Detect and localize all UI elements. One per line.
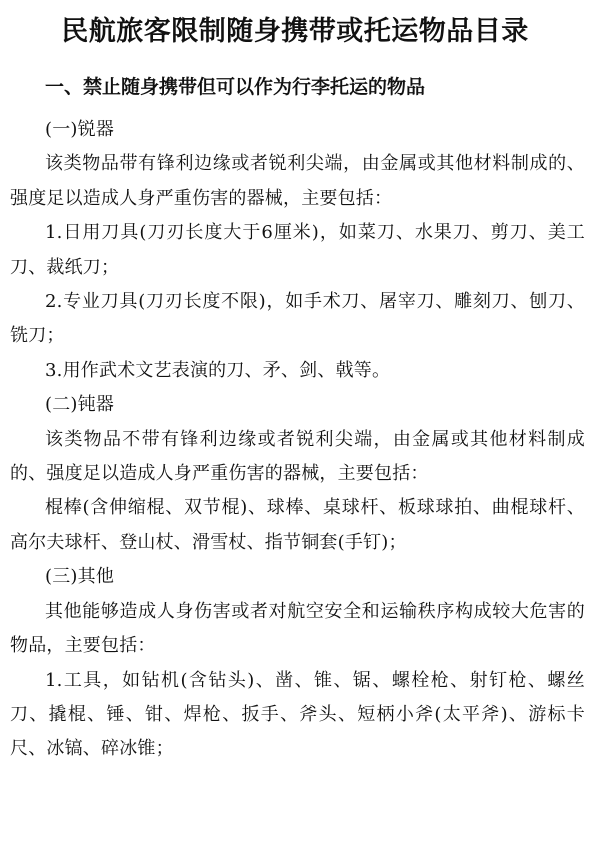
list-item-blunt-items: 棍棒(含伸缩棍、双节棍)、球棒、桌球杆、板球球拍、曲棍球杆、高尔夫球杆、登山杖、滑雪杖、指节铜套(手钉)； (10, 497, 585, 553)
list-item-sharp-1: 1.日用刀具(刀刃长度大于6厘米)，如菜刀、水果刀、剪刀、美工刀、裁纸刀； (10, 222, 585, 278)
paragraph-sharp-description: 该类物品带有锋利边缘或者锐利尖端，由金属或其他材料制成的、强度足以造成人身严重伤害的器械，主要包括： (10, 153, 585, 209)
list-item-other-1: 1.工具，如钻机(含钻头)、凿、锥、锯、螺栓枪、射钉枪、螺丝刀、撬棍、锤、钳、焊枪、扳手、斧头、短柄小斧(太平斧)、游标卡尺、冰镐、碎冰锥； (10, 669, 585, 760)
list-item-sharp-2: 2.专业刀具(刀刃长度不限)，如手术刀、屠宰刀、雕刻刀、刨刀、铣刀； (10, 291, 585, 347)
paragraph-other-description: 其他能够造成人身伤害或者对航空安全和运输秩序构成较大危害的物品，主要包括： (10, 600, 585, 657)
paragraph-blunt-description: 该类物品不带有锋利边缘或者锐利尖端，由金属或其他材料制成的、强度足以造成人身严重伤害的器械，主要包括： (10, 428, 585, 485)
document-title: 民航旅客限制随身携带或托运物品目录 (61, 16, 529, 47)
subheading-blunt: (二)钝器 (45, 394, 115, 416)
list-item-sharp-3: 3.用作武术文艺表演的刀、矛、剑、戟等。 (45, 359, 391, 381)
document-body (10, 113, 585, 767)
subheading-sharp: (一)锐器 (45, 119, 115, 140)
section-heading-1: 一、禁止随身携带但可以作为行李托运的物品 (45, 76, 426, 98)
subheading-other: (三)其他 (45, 566, 115, 588)
